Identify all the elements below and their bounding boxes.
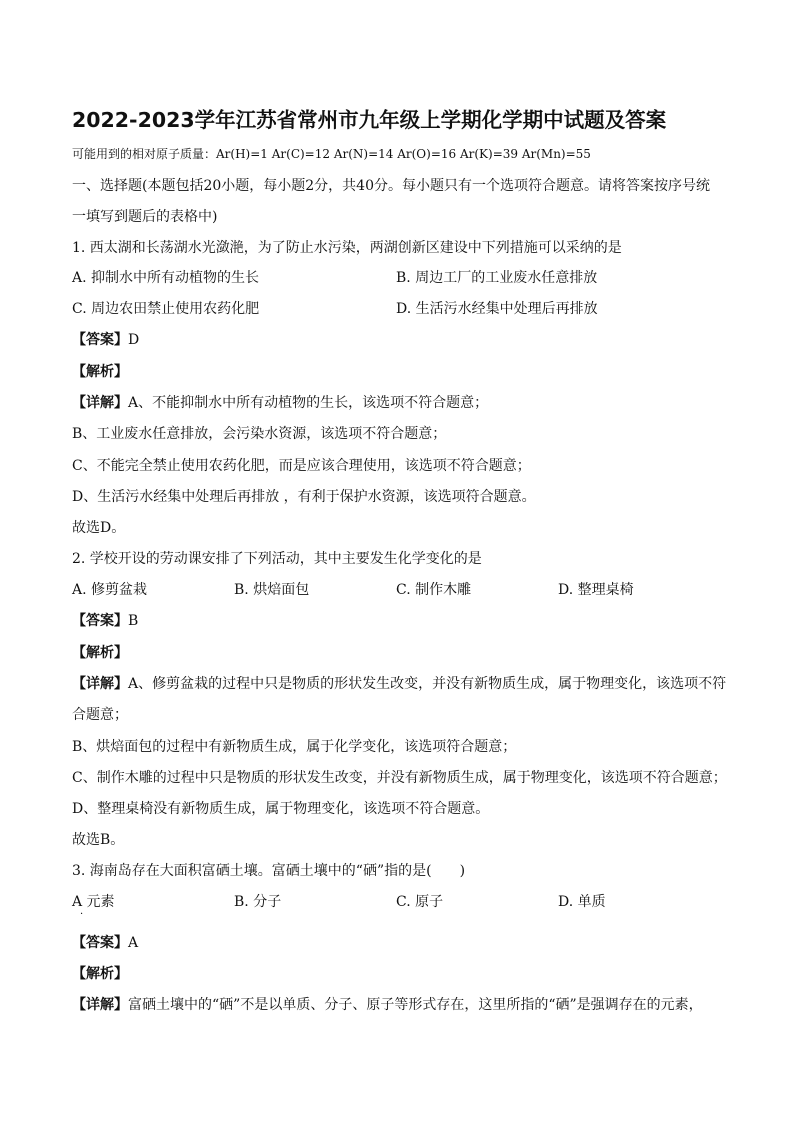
q3-analysis-label: 【解析】 [72,966,128,982]
q2-option-c: C. 制作木雕 [396,582,472,598]
q1-option-d: D. 生活污水经集中处理后再排放 [396,301,598,317]
q2-stem: 2. 学校开设的劳动课安排了下列活动，其中主要发生化学变化的是 [72,551,482,567]
q2-detail-1-cont: 合题意； [72,707,128,723]
q2-detail-4: D、整理桌椅没有新物质生成，属于物理变化，该选项不符合题意。 [72,801,490,817]
q2-option-a: A. 修剪盆栽 [72,582,148,598]
stray-dot: · [80,909,84,920]
answer-label: 【答案】 [72,935,128,951]
q2-detail-1 [72,674,726,694]
page-title: 2022-2023学年江苏省常州市九年级上学期化学期中试题及答案 [72,108,667,132]
q3-answer [72,933,138,953]
q2-option-d: D. 整理桌椅 [558,582,634,598]
q1-detail-1 [72,393,488,413]
q2-conclusion: 故选B。 [72,832,125,848]
section-intro-line-2: 一填写到题后的表格中) [72,209,218,225]
q1-answer-value: D [128,332,140,348]
q3-option-b: B. 分子 [234,894,282,910]
q1-option-a: A. 抑制水中所有动植物的生长 [72,270,260,286]
q1-detail-2: B、工业废水任意排放，会污染水资源，该选项不符合题意； [72,426,447,442]
answer-label: 【答案】 [72,613,128,629]
q3-option-d: D. 单质 [558,894,606,910]
q1-detail-1-text: A、不能抑制水中所有动植物的生长，该选项不符合题意； [128,395,489,411]
q1-detail-4: D、生活污水经集中处理后再排放 ，有利于保护水资源，该选项符合题意。 [72,489,536,505]
q3-option-a: A 元素 [72,894,115,910]
q1-analysis-label: 【解析】 [72,364,128,380]
q1-stem: 1. 西太湖和长荡湖水光潋滟，为了防止水污染，两湖创新区建设中下列措施可以采纳的是 [72,240,622,256]
detail-label: 【详解】 [72,997,128,1013]
q2-detail-2: B、烘焙面包的过程中有新物质生成，属于化学变化，该选项符合题意； [72,739,517,755]
q2-analysis-label: 【解析】 [72,645,128,661]
q2-option-b: B. 烘焙面包 [234,582,310,598]
detail-label: 【详解】 [72,395,128,411]
q3-detail-1-text: 富硒土壤中的“硒”不是以单质、分子、原子等形式存在，这里所指的“硒”是强调存在的元素， [128,997,703,1013]
atomic-mass-line: 可能用到的相对原子质量：Ar(H)=1 Ar(C)=12 Ar(N)=14 Ar(O)=16 Ar(K)=39 Ar(Mn)=55 [72,147,591,161]
answer-label: 【答案】 [72,332,128,348]
q1-option-b: B. 周边工厂的工业废水任意排放 [396,270,598,286]
q1-option-c: C. 周边农田禁止使用农药化肥 [72,301,260,317]
q2-answer [72,611,138,631]
q2-detail-1-text: A、修剪盆栽的过程中只是物质的形状发生改变，并没有新物质生成，属于物理变化，该选项不符 [128,676,727,692]
q3-stem: 3. 海南岛存在大面积富硒土壤。富硒土壤中的“硒”指的是( ) [72,863,466,879]
detail-label: 【详解】 [72,676,128,692]
q2-detail-3: C、制作木雕的过程中只是物质的形状发生改变，并没有新物质生成，属于物理变化，该选项不符合题意； [72,770,727,786]
q2-answer-value: B [128,613,139,629]
q1-answer [72,330,139,350]
section-intro-line-1: 一、选择题(本题包括20小题，每小题2分，共40分。每小题只有一个选项符合题意。请将答案按序号统 [72,178,710,194]
q3-answer-value: A [128,935,139,951]
q3-option-c: C. 原子 [396,894,444,910]
q1-detail-3: C、不能完全禁止使用农药化肥，而是应该合理使用，该选项不符合题意； [72,458,531,474]
q1-conclusion: 故选D。 [72,520,126,536]
q3-detail-1 [72,995,703,1015]
